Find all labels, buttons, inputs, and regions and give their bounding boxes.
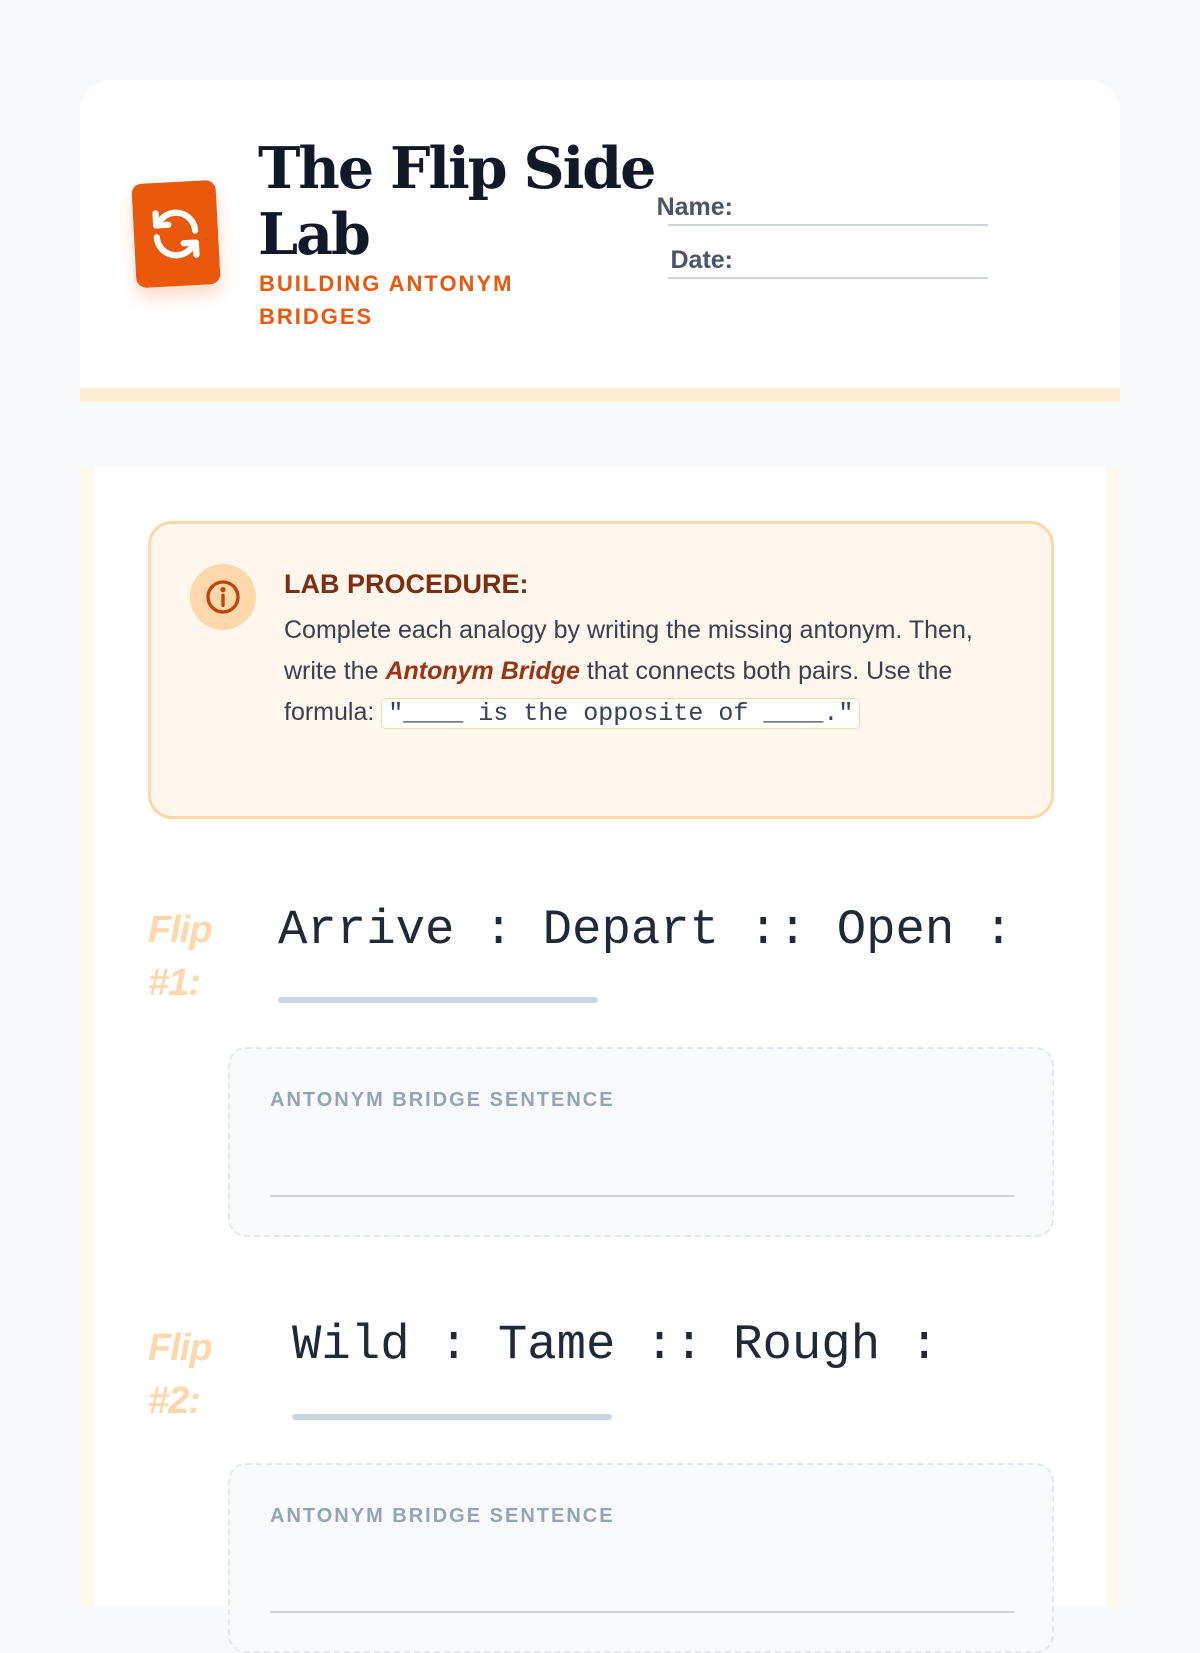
- flip-2-label: Flip #2:: [148, 1327, 212, 1422]
- flip-2-bridge-box: [228, 1463, 1054, 1653]
- formula: "____ is the opposite of ____.": [381, 698, 860, 729]
- flip-1-answer-line[interactable]: [278, 997, 598, 1003]
- antonym-bridge-term: Antonym Bridge: [385, 657, 580, 685]
- date-field[interactable]: [668, 277, 988, 279]
- flip-1-label: Flip #1:: [148, 909, 212, 1004]
- logo: [131, 180, 220, 288]
- info-badge: [190, 564, 256, 630]
- flip-2-analogy: Wild : Tame :: Rough :: [292, 1317, 939, 1373]
- procedure-text: [284, 610, 1014, 734]
- flip-1-analogy: Arrive : Depart :: Open :: [278, 902, 1014, 958]
- name-label: Name:: [656, 193, 733, 221]
- page-title: The Flip Side Lab: [258, 135, 655, 268]
- flip-1-bridge-label: ANTONYM BRIDGE SENTENCE: [270, 1089, 615, 1111]
- info-icon: [203, 577, 243, 617]
- flip-2-bridge-input[interactable]: [270, 1611, 1014, 1613]
- name-field[interactable]: [668, 224, 988, 226]
- flip-1-bridge-input[interactable]: [270, 1195, 1014, 1197]
- procedure-title: LAB PROCEDURE:: [284, 569, 529, 599]
- page-subtitle: BUILDING ANTONYM BRIDGES: [259, 271, 514, 329]
- date-label: Date:: [670, 246, 733, 274]
- procedure-text-part-2: that connects both pairs. Use the formula:: [284, 657, 953, 726]
- flip-2-bridge-label: ANTONYM BRIDGE SENTENCE: [270, 1505, 615, 1527]
- flip-1-bridge-box: [228, 1047, 1054, 1237]
- procedure-text-part-1: Complete each analogy by writing the missing antonym. Then, write the: [284, 616, 973, 685]
- worksheet-header: [80, 80, 1120, 402]
- flip-2-answer-line[interactable]: [292, 1414, 612, 1420]
- refresh-icon: [146, 204, 207, 265]
